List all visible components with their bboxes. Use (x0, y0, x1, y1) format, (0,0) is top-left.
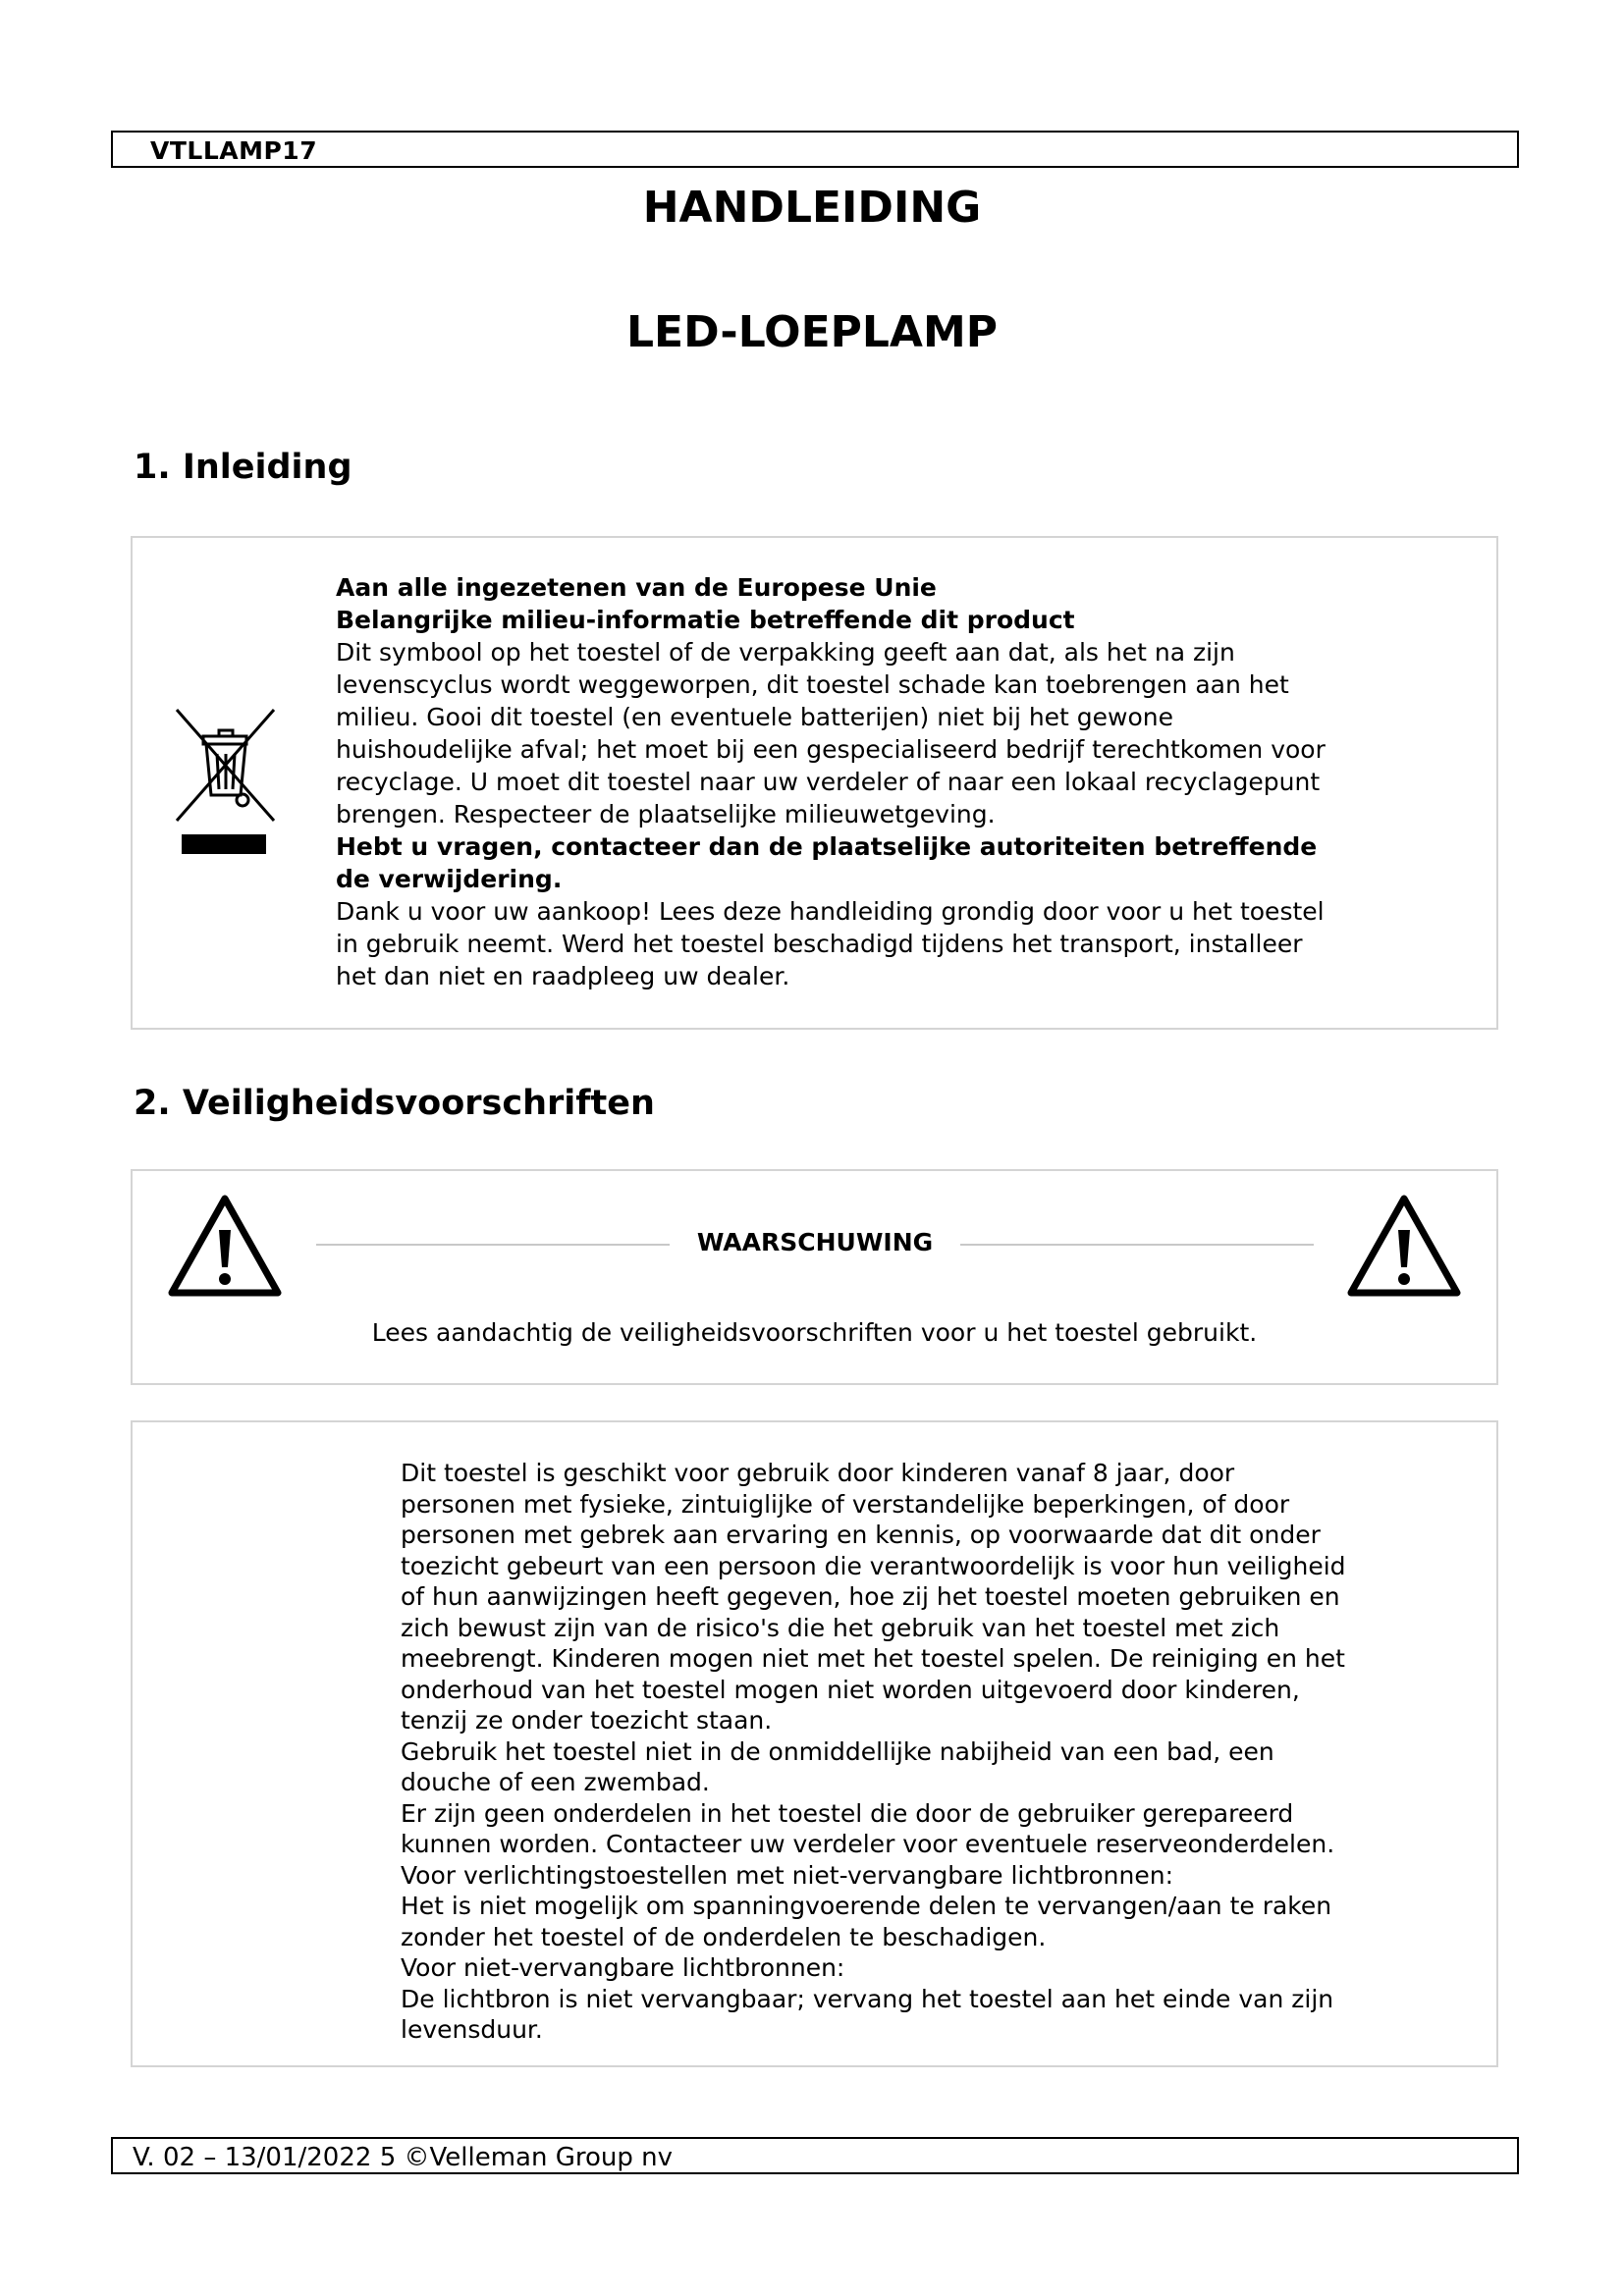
text-line: Hebt u vragen, contacteer dan de plaatselijke autoriteiten betreffende (336, 832, 1318, 861)
text-line: douche of een zwembad. (401, 1768, 710, 1796)
weee-info-box (131, 536, 1498, 1030)
footer-text: V. 02 – 13/01/2022 5 ©Velleman Group nv (133, 2143, 673, 2172)
text-line: toezicht gebeurt van een persoon die verantwoordelijk is voor hun veiligheid (401, 1551, 1346, 1580)
text-line: kunnen worden. Contacteer uw verdeler voor eventuele reserveonderdelen. (401, 1830, 1335, 1858)
text-line: recyclage. U moet dit toestel naar uw verdeler of naar een lokaal recyclagepunt (336, 768, 1321, 796)
text-line: zich bewust zijn van de risico's die het gebruik van het toestel met zich (401, 1613, 1280, 1642)
text-line: Aan alle ingezetenen van de Europese Unie (336, 573, 937, 602)
weee-bar-icon (182, 834, 266, 854)
text-line: Voor niet-vervangbare lichtbronnen: (401, 1953, 845, 1982)
section-1-text (336, 571, 1326, 992)
section-1-heading: 1. Inleiding (134, 448, 352, 487)
crossed-bin-icon (172, 705, 280, 832)
text-line: onderhoud van het toestel mogen niet worden uitgevoerd door kinderen, (401, 1675, 1300, 1704)
text-line: brengen. Respecteer de plaatselijke milieuwetgeving. (336, 800, 996, 828)
warning-box (131, 1169, 1498, 1385)
text-line: Dank u voor uw aankoop! Lees deze handleiding grondig door voor u het toestel (336, 897, 1325, 926)
text-line: zonder het toestel of de onderdelen te beschadigen. (401, 1922, 1047, 1951)
warning-rule-right (960, 1244, 1314, 1246)
text-line: levensduur. (401, 2015, 543, 2044)
text-line: Dit symbool op het toestel of de verpakking geeft aan dat, als het na zijn (336, 638, 1235, 667)
warning-text: Lees aandachtig de veiligheidsvoorschriften voor u het toestel gebruikt. (371, 1318, 1258, 1347)
text-line: in gebruik neemt. Werd het toestel beschadigd tijdens het transport, installeer (336, 930, 1303, 958)
text-line: het dan niet en raadpleeg uw dealer. (336, 962, 790, 990)
warning-label: WAARSCHUWING (696, 1228, 934, 1256)
text-line: Voor verlichtingstoestellen met niet-vervangbare lichtbronnen: (401, 1860, 1173, 1890)
text-line: personen met fysieke, zintuiglijke of verstandelijke beperkingen, of door (401, 1489, 1290, 1519)
text-line: meebrengt. Kinderen mogen niet met het toestel spelen. De reiniging en het (401, 1644, 1345, 1673)
text-line: Belangrijke milieu-informatie betreffende dit product (336, 606, 1075, 634)
footer-box (111, 2137, 1519, 2174)
text-line: Dit toestel is geschikt voor gebruik door kinderen vanaf 8 jaar, door (401, 1459, 1235, 1487)
text-line: of hun aanwijzingen heeft gegeven, hoe zij het toestel moeten gebruiken en (401, 1582, 1340, 1611)
safety-text-box (131, 1420, 1498, 2067)
text-line: huishoudelijke afval; het moet bij een gespecialiseerd bedrijf terechtkomen voor (336, 735, 1326, 764)
section-2-text (401, 1458, 1346, 2046)
text-line: tenzij ze onder toezicht staan. (401, 1706, 773, 1735)
section-2-heading: 2. Veiligheidsvoorschriften (134, 1084, 655, 1123)
warning-icon-right (1345, 1193, 1463, 1299)
text-line: Het is niet mogelijk om spanningvoerende delen te vervangen/aan te raken (401, 1892, 1332, 1920)
header-box (111, 131, 1519, 168)
text-line: Gebruik het toestel niet in de onmiddellijke nabijheid van een bad, een (401, 1736, 1274, 1766)
text-line: De lichtbron is niet vervangbaar; vervang het toestel aan het einde van zijn (401, 1984, 1334, 2013)
text-line: Er zijn geen onderdelen in het toestel die door de gebruiker gerepareerd (401, 1798, 1294, 1828)
text-line: de verwijdering. (336, 865, 563, 893)
model-code: VTLLAMP17 (150, 136, 318, 165)
warning-rule-left (316, 1244, 670, 1246)
page-subtitle: LED-LOEPLAMP (626, 307, 998, 357)
text-line: levenscyclus wordt weggeworpen, dit toestel schade kan toebrengen aan het (336, 670, 1289, 699)
page-title: HANDLEIDING (642, 183, 982, 233)
text-line: milieu. Gooi dit toestel (en eventuele batterijen) niet bij het gewone (336, 703, 1174, 731)
warning-icon-left (166, 1193, 284, 1299)
text-line: personen met gebrek aan ervaring en kennis, op voorwaarde dat dit onder (401, 1521, 1321, 1549)
